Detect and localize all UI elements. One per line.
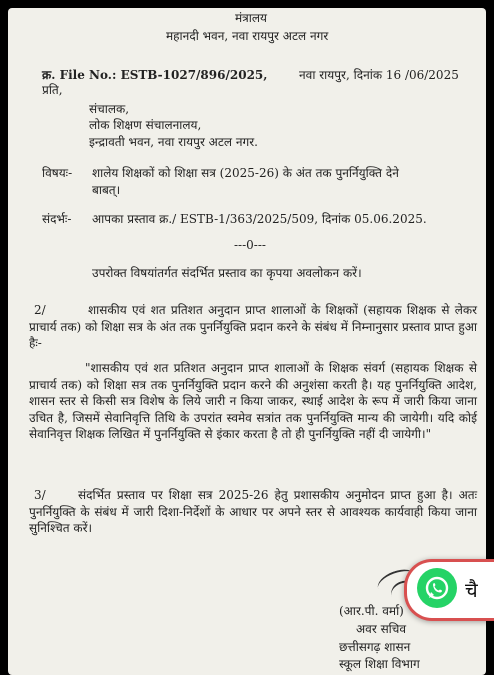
paragraph-3-number: 3/ (34, 488, 46, 502)
recipient-line-2: लोक शिक्षण संचालनालय, (89, 118, 202, 132)
signatory-designation: अवर सचिव (356, 622, 407, 636)
letter-date: नवा रायपुर, दिनांक 16 /06/2025 (299, 68, 459, 82)
separator: ---0--- (234, 238, 266, 252)
reference-text: आपका प्रस्ताव क्र./ ESTB-1/363/2025/509, दिनांक 05.06.2025. (92, 212, 427, 226)
subject-label: विषयः- (42, 166, 73, 180)
whatsapp-share-button[interactable] (404, 559, 494, 621)
ministry-title: मंत्रालय (235, 11, 268, 25)
paragraph-2: शासकीय एवं शत प्रतिशत अनुदान प्राप्त शालाओं के शिक्षकों (सहायक शिक्षक से लेकर प्राचार्य तक) को शिक्षा सत्र के अंत तक पुनर्नियुक्ति प्रदान करने के संबंध में निम्नानुसार प्रस्ताव प्राप्त हुआ हैः- (29, 303, 477, 350)
recipient-line-1: संचालक, (89, 102, 130, 116)
signatory-government: छत्तीसगढ़ शासन (339, 640, 411, 654)
subject-line-1: शालेय शिक्षकों को शिक्षा सत्र (2025-26) के अंत तक पुनर्नियुक्ति देने (92, 166, 399, 180)
signatory-department: स्कूल शिक्षा विभाग (339, 657, 420, 671)
prati-label: प्रति, (42, 83, 63, 97)
paragraph-3: संदर्भित प्रस्ताव पर शिक्षा सत्र 2025-26 हेतु प्रशासकीय अनुमोदन प्राप्त हुआ है। अतः पुनर्नियुक्ति के संबंध में जारी दिशा-निर्देशों के आधार पर अपने स्तर से आवश्यक कार्यवाही किया जाना सुनिश्चित करें। (29, 488, 477, 535)
quoted-proposal: "शासकीय एवं शत प्रतिशत अनुदान प्राप्त शालाओं के शिक्षक संवर्ग (सहायक शिक्षक से प्राचार्य तक) को शिक्षा सत्र तक पुनर्नियुक्ति प्रदान करने की अनुशंसा करती है। यह पुनर्नियुक्ति आदेश, शासन स्तर से किसी सत्र विशेष के लिये जारी न किया जाकर, स्थाई आदेश के रूप में जारी किया जाना उचित है, जिसमें सेवानिवृत्ति तिथि के उपरांत स्वमेव सत्रांत तक पुनर्नियुक्ति मान्य की जायेगी। यदि कोई सेवानिवृत्त शिक्षक लिखित में पुनर्नियुक्ति से इंकार करता है तो ही पुनर्नियुक्ति नहीं दी जायेगी।" (29, 361, 477, 441)
ministry-address: महानदी भवन, नवा रायपुर अटल नगर (166, 29, 329, 43)
recipient-line-3: इन्द्रावती भवन, नवा रायपुर अटल नगर. (89, 135, 258, 149)
file-number: क्र. File No.: ESTB-1027/896/2025, (42, 68, 268, 82)
whatsapp-icon (417, 568, 457, 608)
paragraph-2-number: 2/ (34, 303, 46, 317)
subject-line-2: बाबत्। (92, 183, 121, 197)
signatory-name: (आर.पी. वर्मा) (339, 604, 404, 618)
whatsapp-label: चै (465, 578, 478, 602)
paragraph-1: उपरोक्त विषयांतर्गत संदर्भित प्रस्ताव का कृपया अवलोकन करें। (92, 266, 362, 280)
reference-label: संदर्भः- (42, 212, 72, 226)
